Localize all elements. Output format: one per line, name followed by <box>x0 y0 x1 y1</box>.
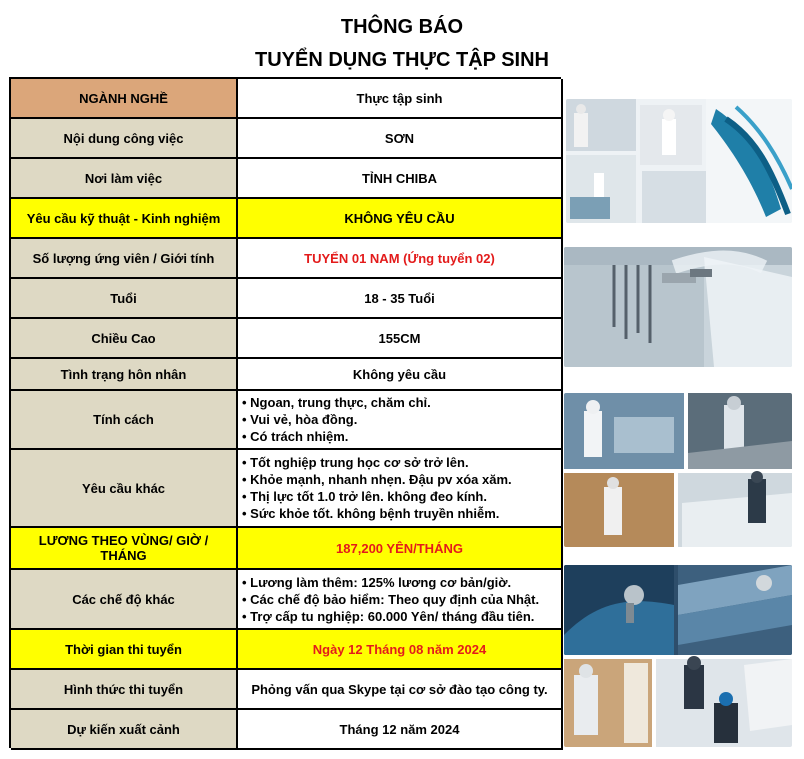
value-exam-format: Phỏng vấn qua Skype tại cơ sở đào tạo công ty. <box>238 670 563 710</box>
value-candidates-gender: TUYỂN 01 NAM (Ứng tuyển 02) <box>238 239 563 279</box>
list-item: • Sức khỏe tốt. không bệnh truyền nhiễm. <box>242 505 512 522</box>
list-item: • Lương làm thêm: 125% lương cơ bản/giờ. <box>242 574 539 591</box>
list-item: • Có trách nhiệm. <box>242 428 431 445</box>
value-salary: 187,200 YÊN/THÁNG <box>238 528 563 570</box>
value-occupation: Thực tập sinh <box>238 79 563 119</box>
label-exam-format: Hình thức thi tuyển <box>11 670 238 710</box>
label-height: Chiều Cao <box>11 319 238 359</box>
value-exam-date: Ngày 12 Tháng 08 năm 2024 <box>238 630 563 670</box>
label-exam-date: Thời gian thi tuyển <box>11 630 238 670</box>
value-other-benefits <box>238 570 563 630</box>
list-item: • Ngoan, trung thực, chăm chỉ. <box>242 394 431 411</box>
label-workplace: Nơi làm việc <box>11 159 238 199</box>
list-item: • Khỏe mạnh, nhanh nhẹn. Đậu pv xóa xăm. <box>242 471 512 488</box>
spray-painting-collage <box>566 99 792 223</box>
painter-collage <box>564 655 792 747</box>
list-item: • Trợ cấp tu nghiệp: 60.000 Yên/ tháng đầu tiên. <box>242 608 539 625</box>
label-job-content: Nội dung công việc <box>11 119 238 159</box>
notice-title: THÔNG BÁO <box>340 16 464 38</box>
spray-gun-collage <box>564 565 792 655</box>
list-item: • Thị lực tốt 1.0 trở lên. không đeo kính. <box>242 488 512 505</box>
label-occupation: NGÀNH NGHỀ <box>11 79 238 119</box>
list-item: • Tốt nghiệp trung học cơ sở trở lên. <box>242 454 512 471</box>
value-job-content: SƠN <box>238 119 563 159</box>
label-candidates-gender: Số lượng ứng viên / Giới tính <box>11 239 238 279</box>
label-other-requirements: Yêu cầu khác <box>11 450 238 528</box>
label-marital-status: Tình trạng hôn nhân <box>11 359 238 391</box>
recruitment-title: TUYỂN DỤNG THỰC TẬP SINH <box>254 49 549 71</box>
list-item: • Vui vẻ, hòa đồng. <box>242 411 431 428</box>
list-item: • Các chế độ bảo hiểm: Theo quy định của Nhật. <box>242 591 539 608</box>
label-age: Tuổi <box>11 279 238 319</box>
label-technical-requirement: Yêu cầu kỹ thuật - Kinh nghiệm <box>11 199 238 239</box>
label-departure: Dự kiến xuất cảnh <box>11 710 238 750</box>
value-height: 155CM <box>238 319 563 359</box>
label-personality: Tính cách <box>11 391 238 450</box>
job-details-table <box>9 77 561 748</box>
paint-booth-photo <box>564 247 792 367</box>
value-technical-requirement: KHÔNG YÊU CẦU <box>238 199 563 239</box>
spray-painting-collage <box>564 393 792 547</box>
value-other-requirements <box>238 450 563 528</box>
value-departure: Tháng 12 năm 2024 <box>238 710 563 750</box>
value-workplace: TỈNH CHIBA <box>238 159 563 199</box>
value-marital-status: Không yêu cầu <box>238 359 563 391</box>
label-salary: LƯƠNG THEO VÙNG/ GIỜ / THÁNG <box>11 528 238 570</box>
value-age: 18 - 35 Tuổi <box>238 279 563 319</box>
label-other-benefits: Các chế độ khác <box>11 570 238 630</box>
photo-column <box>562 77 802 748</box>
value-personality <box>238 391 563 450</box>
